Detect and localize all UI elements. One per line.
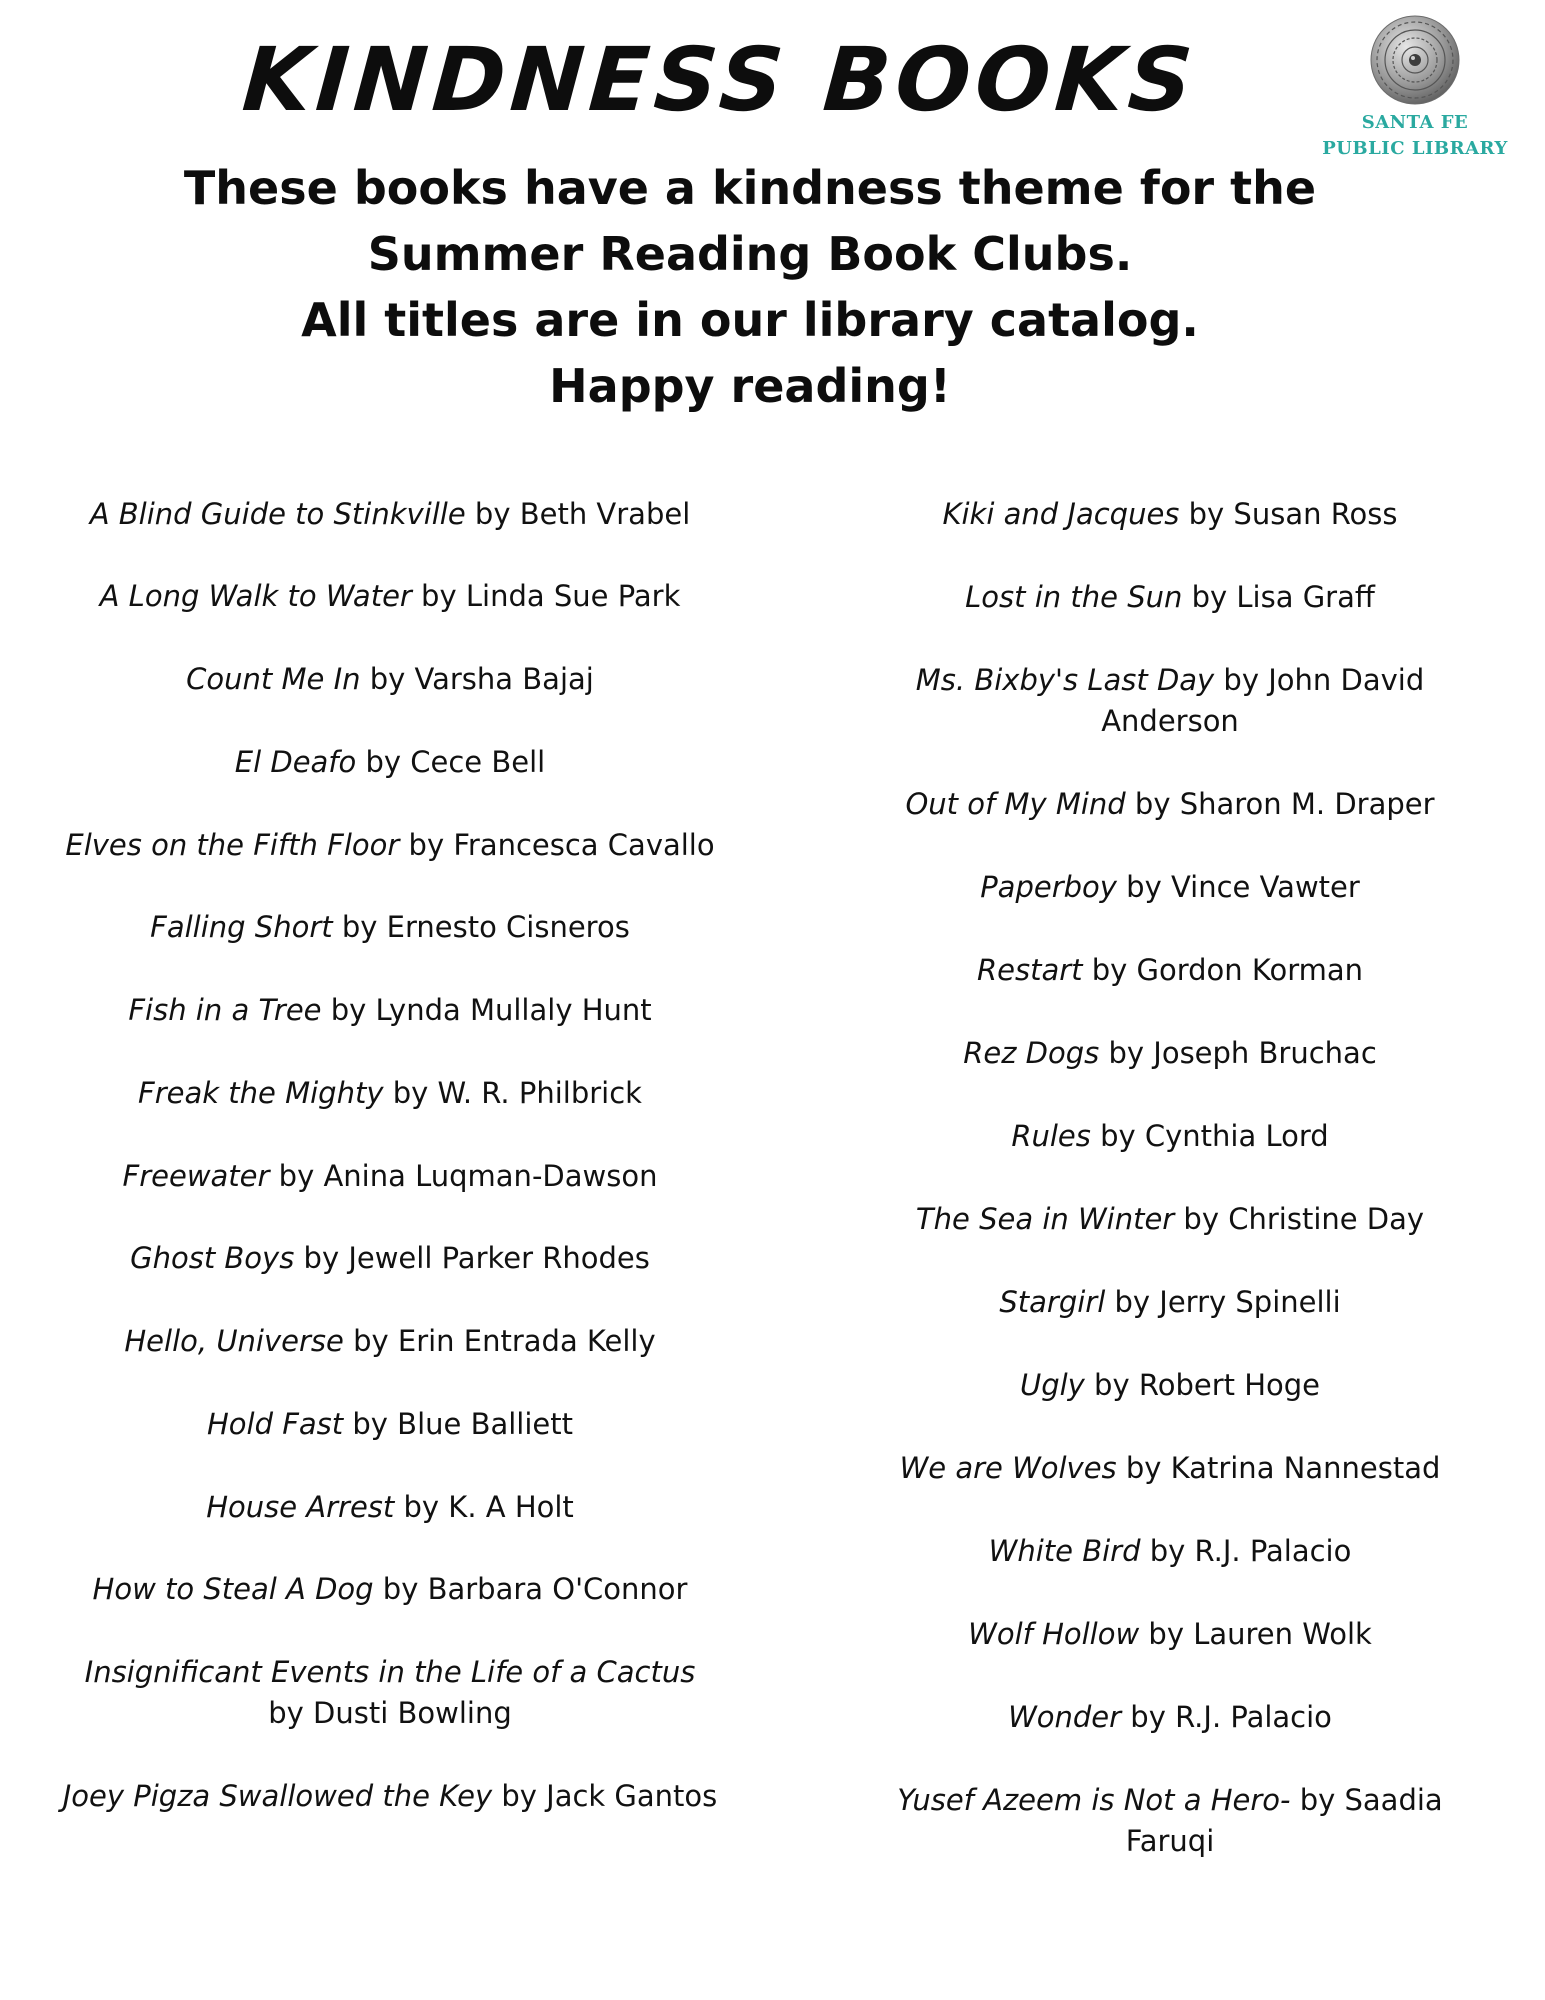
book-title: A Long Walk to Water	[99, 579, 412, 613]
book-title: Yusef Azeem is Not a Hero-	[897, 1783, 1291, 1817]
list-item	[40, 742, 740, 783]
book-title: Wolf Hollow	[968, 1617, 1140, 1651]
book-title: Freak the Mighty	[138, 1076, 384, 1110]
book-author: by Gordon Korman	[1082, 953, 1364, 987]
book-title: The Sea in Winter	[915, 1202, 1175, 1236]
list-item	[870, 867, 1470, 908]
book-author: by Katrina Nannestad	[1116, 1451, 1441, 1485]
book-author: by W. R. Philbrick	[383, 1076, 642, 1110]
book-title: Stargirl	[999, 1285, 1106, 1319]
book-author: by Blue Balliett	[343, 1407, 573, 1441]
book-title: Joey Pigza Swallowed the Key	[62, 1779, 493, 1813]
list-item	[870, 950, 1470, 991]
library-seal-icon	[1367, 12, 1463, 108]
list-item	[40, 1238, 740, 1279]
list-item	[40, 659, 740, 700]
book-author: by Cece Bell	[356, 745, 546, 779]
book-author: by Christine Day	[1174, 1202, 1425, 1236]
book-title: Hello, Universe	[124, 1324, 344, 1358]
book-title: Out of My Mind	[905, 787, 1126, 821]
list-item	[870, 1365, 1470, 1406]
intro-line: All titles are in our library catalog.	[301, 293, 1199, 347]
book-author: by Beth Vrabel	[465, 497, 691, 531]
book-author: by John David Anderson	[1101, 663, 1425, 738]
page-title: KINDNESS BOOKS	[239, 28, 1201, 131]
list-item	[40, 1569, 740, 1610]
list-item	[870, 1282, 1470, 1323]
book-title: Hold Fast	[207, 1407, 344, 1441]
book-author: by Robert Hoge	[1084, 1368, 1321, 1402]
list-item	[870, 1116, 1470, 1157]
list-item	[870, 494, 1470, 535]
intro-line: Happy reading!	[549, 359, 951, 413]
book-title: Fish in a Tree	[128, 993, 322, 1027]
book-author: by Erin Entrada Kelly	[343, 1324, 656, 1358]
book-author: by Jack Gantos	[492, 1779, 718, 1813]
list-item	[870, 784, 1470, 825]
list-item	[870, 1697, 1470, 1738]
list-item	[40, 907, 740, 948]
book-author: by Vince Vawter	[1116, 870, 1360, 904]
list-item	[870, 1033, 1470, 1074]
book-title: Count Me In	[186, 662, 361, 696]
book-author: by K. A Holt	[394, 1490, 574, 1524]
book-author: by Lisa Graff	[1182, 580, 1375, 614]
list-item	[870, 577, 1470, 618]
book-title: Rules	[1011, 1119, 1091, 1153]
list-item	[870, 1448, 1470, 1489]
book-title: Ms. Bixby's Last Day	[915, 663, 1215, 697]
book-title: House Arrest	[206, 1490, 395, 1524]
list-item	[40, 494, 740, 535]
book-title: Restart	[976, 953, 1083, 987]
book-author: by Lauren Wolk	[1139, 1617, 1372, 1651]
book-title: Rez Dogs	[963, 1036, 1100, 1070]
book-author: by Linda Sue Park	[411, 579, 681, 613]
book-title: Elves on the Fifth Floor	[65, 828, 400, 862]
book-author: by Francesca Cavallo	[399, 828, 715, 862]
library-logo	[1320, 12, 1510, 160]
list-item	[40, 1321, 740, 1362]
intro-line: Summer Reading Book Clubs.	[367, 227, 1133, 281]
book-title: We are Wolves	[899, 1451, 1117, 1485]
book-title: White Bird	[988, 1534, 1141, 1568]
book-title: Paperboy	[980, 870, 1117, 904]
list-item	[40, 576, 740, 617]
book-title: How to Steal A Dog	[92, 1572, 374, 1606]
book-author: by Susan Ross	[1179, 497, 1398, 531]
book-title: Freewater	[122, 1159, 270, 1193]
logo-line-2: PUBLIC LIBRARY	[1322, 138, 1508, 159]
list-item	[40, 1073, 740, 1114]
book-title: A Blind Guide to Stinkville	[89, 497, 466, 531]
list-item	[40, 825, 740, 866]
intro-line: These books have a kindness theme for the	[183, 161, 1317, 215]
list-item	[40, 1404, 740, 1445]
list-item	[70, 1652, 710, 1734]
intro-text	[0, 155, 1500, 419]
book-author: by Jewell Parker Rhodes	[294, 1241, 650, 1275]
logo-line-1: SANTA FE	[1361, 112, 1469, 133]
book-title: Wonder	[1008, 1700, 1122, 1734]
book-author: by Varsha Bajaj	[360, 662, 594, 696]
book-title: Lost in the Sun	[965, 580, 1183, 614]
book-author: by Saadia Faruqi	[1125, 1783, 1443, 1858]
book-author: by Lynda Mullaly Hunt	[321, 993, 652, 1027]
book-author: by Anina Luqman-Dawson	[269, 1159, 658, 1193]
book-title: Ghost Boys	[130, 1241, 295, 1275]
book-author: by Sharon M. Draper	[1125, 787, 1435, 821]
book-author: by Jerry Spinelli	[1105, 1285, 1341, 1319]
list-item	[890, 660, 1450, 742]
list-item	[40, 1156, 740, 1197]
list-item	[870, 1614, 1470, 1655]
book-author: by Cynthia Lord	[1090, 1119, 1329, 1153]
list-item	[870, 1531, 1470, 1572]
book-title: El Deafo	[234, 745, 357, 779]
book-title: Falling Short	[150, 910, 333, 944]
book-author: by Barbara O'Connor	[373, 1572, 688, 1606]
book-author: by Joseph Bruchac	[1099, 1036, 1377, 1070]
book-title: Insignificant Events in the Life of a Cactus	[84, 1655, 696, 1689]
list-item	[40, 1776, 740, 1817]
book-author: by R.J. Palacio	[1121, 1700, 1332, 1734]
list-item	[40, 1487, 740, 1528]
list-item	[40, 990, 740, 1031]
list-item	[870, 1199, 1470, 1240]
book-author: by Ernesto Cisneros	[332, 910, 630, 944]
book-title: Ugly	[1019, 1368, 1085, 1402]
book-title: Kiki and Jacques	[942, 497, 1180, 531]
list-item	[890, 1780, 1450, 1862]
book-author: by Dusti Bowling	[268, 1696, 512, 1730]
book-author: by R.J. Palacio	[1140, 1534, 1352, 1568]
